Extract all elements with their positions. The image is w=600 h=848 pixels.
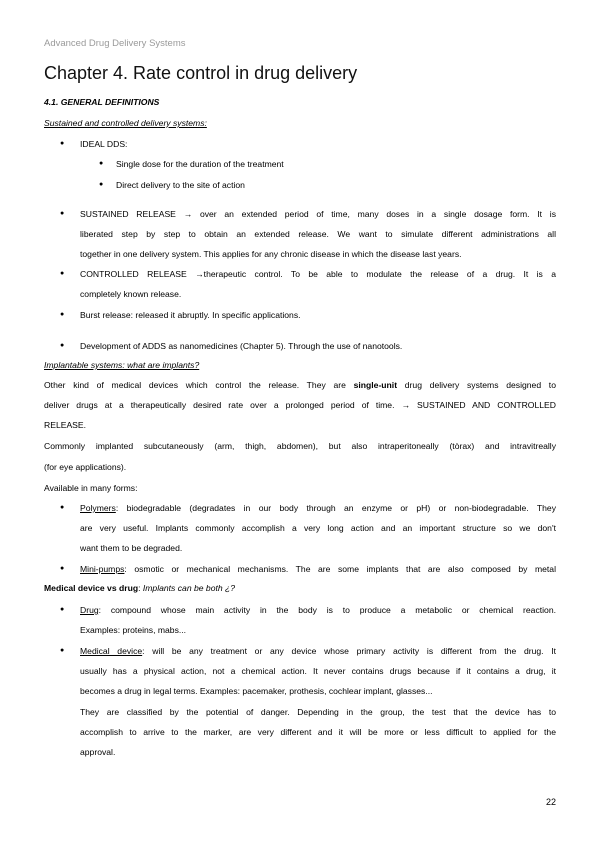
implants-paragraph-line: RELEASE. [44,420,87,430]
chapter-title: Chapter 4. Rate control in drug delivery [44,63,358,83]
sustained-release-line: SUSTAINED RELEASE → over an extended period of time, many doses in a single dosage form. It is [80,209,556,219]
page-number: 22 [545,797,556,807]
implants-paragraph-line: Other kind of medical devices which control the release. They are single-unit drug delivery systems designed to [44,380,556,390]
implants-heading: Implantable systems: what are implants? [44,360,200,370]
bullet-icon: ● [60,342,65,349]
medical-device-heading: Medical device vs drug: Implants can be both ¿? [44,583,236,593]
polymers-line: want them to be degraded. [80,543,183,553]
burst-release-item: Burst release: released it abruptly. In specific applications. [80,310,301,320]
controlled-release-line: completely known release. [80,289,182,299]
ideal-sub-item: Single dose for the duration of the treatment [116,159,284,169]
implants-paragraph-line: Commonly implanted subcutaneously (arm, thigh, abdomen), but also intraperitoneally (tòrax) and intravitreally [44,441,556,451]
classification-line: They are classified by the potential of danger. Depending in the group, the test that the device has to [80,707,556,717]
drug-item: Drug: compound whose main activity in the body is to produce a metabolic or chemical reaction. [80,605,556,615]
classification-line: approval. [80,747,116,757]
running-header: Advanced Drug Delivery Systems [44,38,186,49]
controlled-release-line: CONTROLLED RELEASE →therapeutic control. To be able to modulate the release of a drug. It is a [80,269,556,279]
bullet-icon: ● [60,606,65,613]
ideal-sub-item: Direct delivery to the site of action [116,180,245,190]
polymers-item: Polymers: biodegradable (degradates in our body through an enzyme or pH) or non-biodegradable. They [80,503,556,513]
bullet-icon: ● [60,504,65,511]
classification-line: accomplish to arrive to the marker, are very different and it will be more or less difficult to applied for the [80,727,556,737]
medical-device-line: becomes a drug in legal terms. Examples: pacemaker, prothesis, cochlear implant, glasses... [80,686,433,696]
ideal-dds-item: IDEAL DDS: [80,139,128,149]
bullet-icon: ● [60,140,65,147]
bullet-icon: ● [60,311,65,318]
adds-item: Development of ADDS as nanomedicines (Chapter 5). Through the use of nanotools. [80,341,403,351]
drug-line: Examples: proteins, mabs... [80,625,187,635]
section-heading: 4.1. GENERAL DEFINITIONS [44,97,160,107]
bullet-icon: ● [60,210,65,217]
implants-paragraph-line: (for eye applications). [44,462,127,472]
mini-pumps-item: Mini-pumps: osmotic or mechanical mechanisms. The are some implants that are also composed by metal [80,564,556,574]
bullet-icon: ● [99,181,104,188]
implants-paragraph-line: deliver drugs at a therapeutically desired rate over a prolonged period of time. → SUSTAINED AND CONTROLLED [44,400,556,410]
polymers-line: are very useful. Implants commonly accomplish a very long action and an important structure so we don't [80,523,556,533]
bullet-icon: ● [60,270,65,277]
bullet-icon: ● [99,160,104,167]
medical-device-line: usually has a physical action, not a chemical action. It never contains drugs because if it contains a drug, it [80,666,556,676]
bullet-icon: ● [60,565,65,572]
sustained-release-line: liberated step by step to obtain an extended release. We want to simulate different administrations all [80,229,556,239]
medical-device-item: Medical device: will be any treatment or any device whose primary activity is different from the drug. It [80,646,556,656]
bullet-icon: ● [60,647,65,654]
sustained-release-line: together in one delivery system. This applies for any chronic disease in which the disease last years. [80,249,462,259]
sustained-heading: Sustained and controlled delivery systems: [44,118,207,128]
forms-label: Available in many forms: [44,483,138,493]
